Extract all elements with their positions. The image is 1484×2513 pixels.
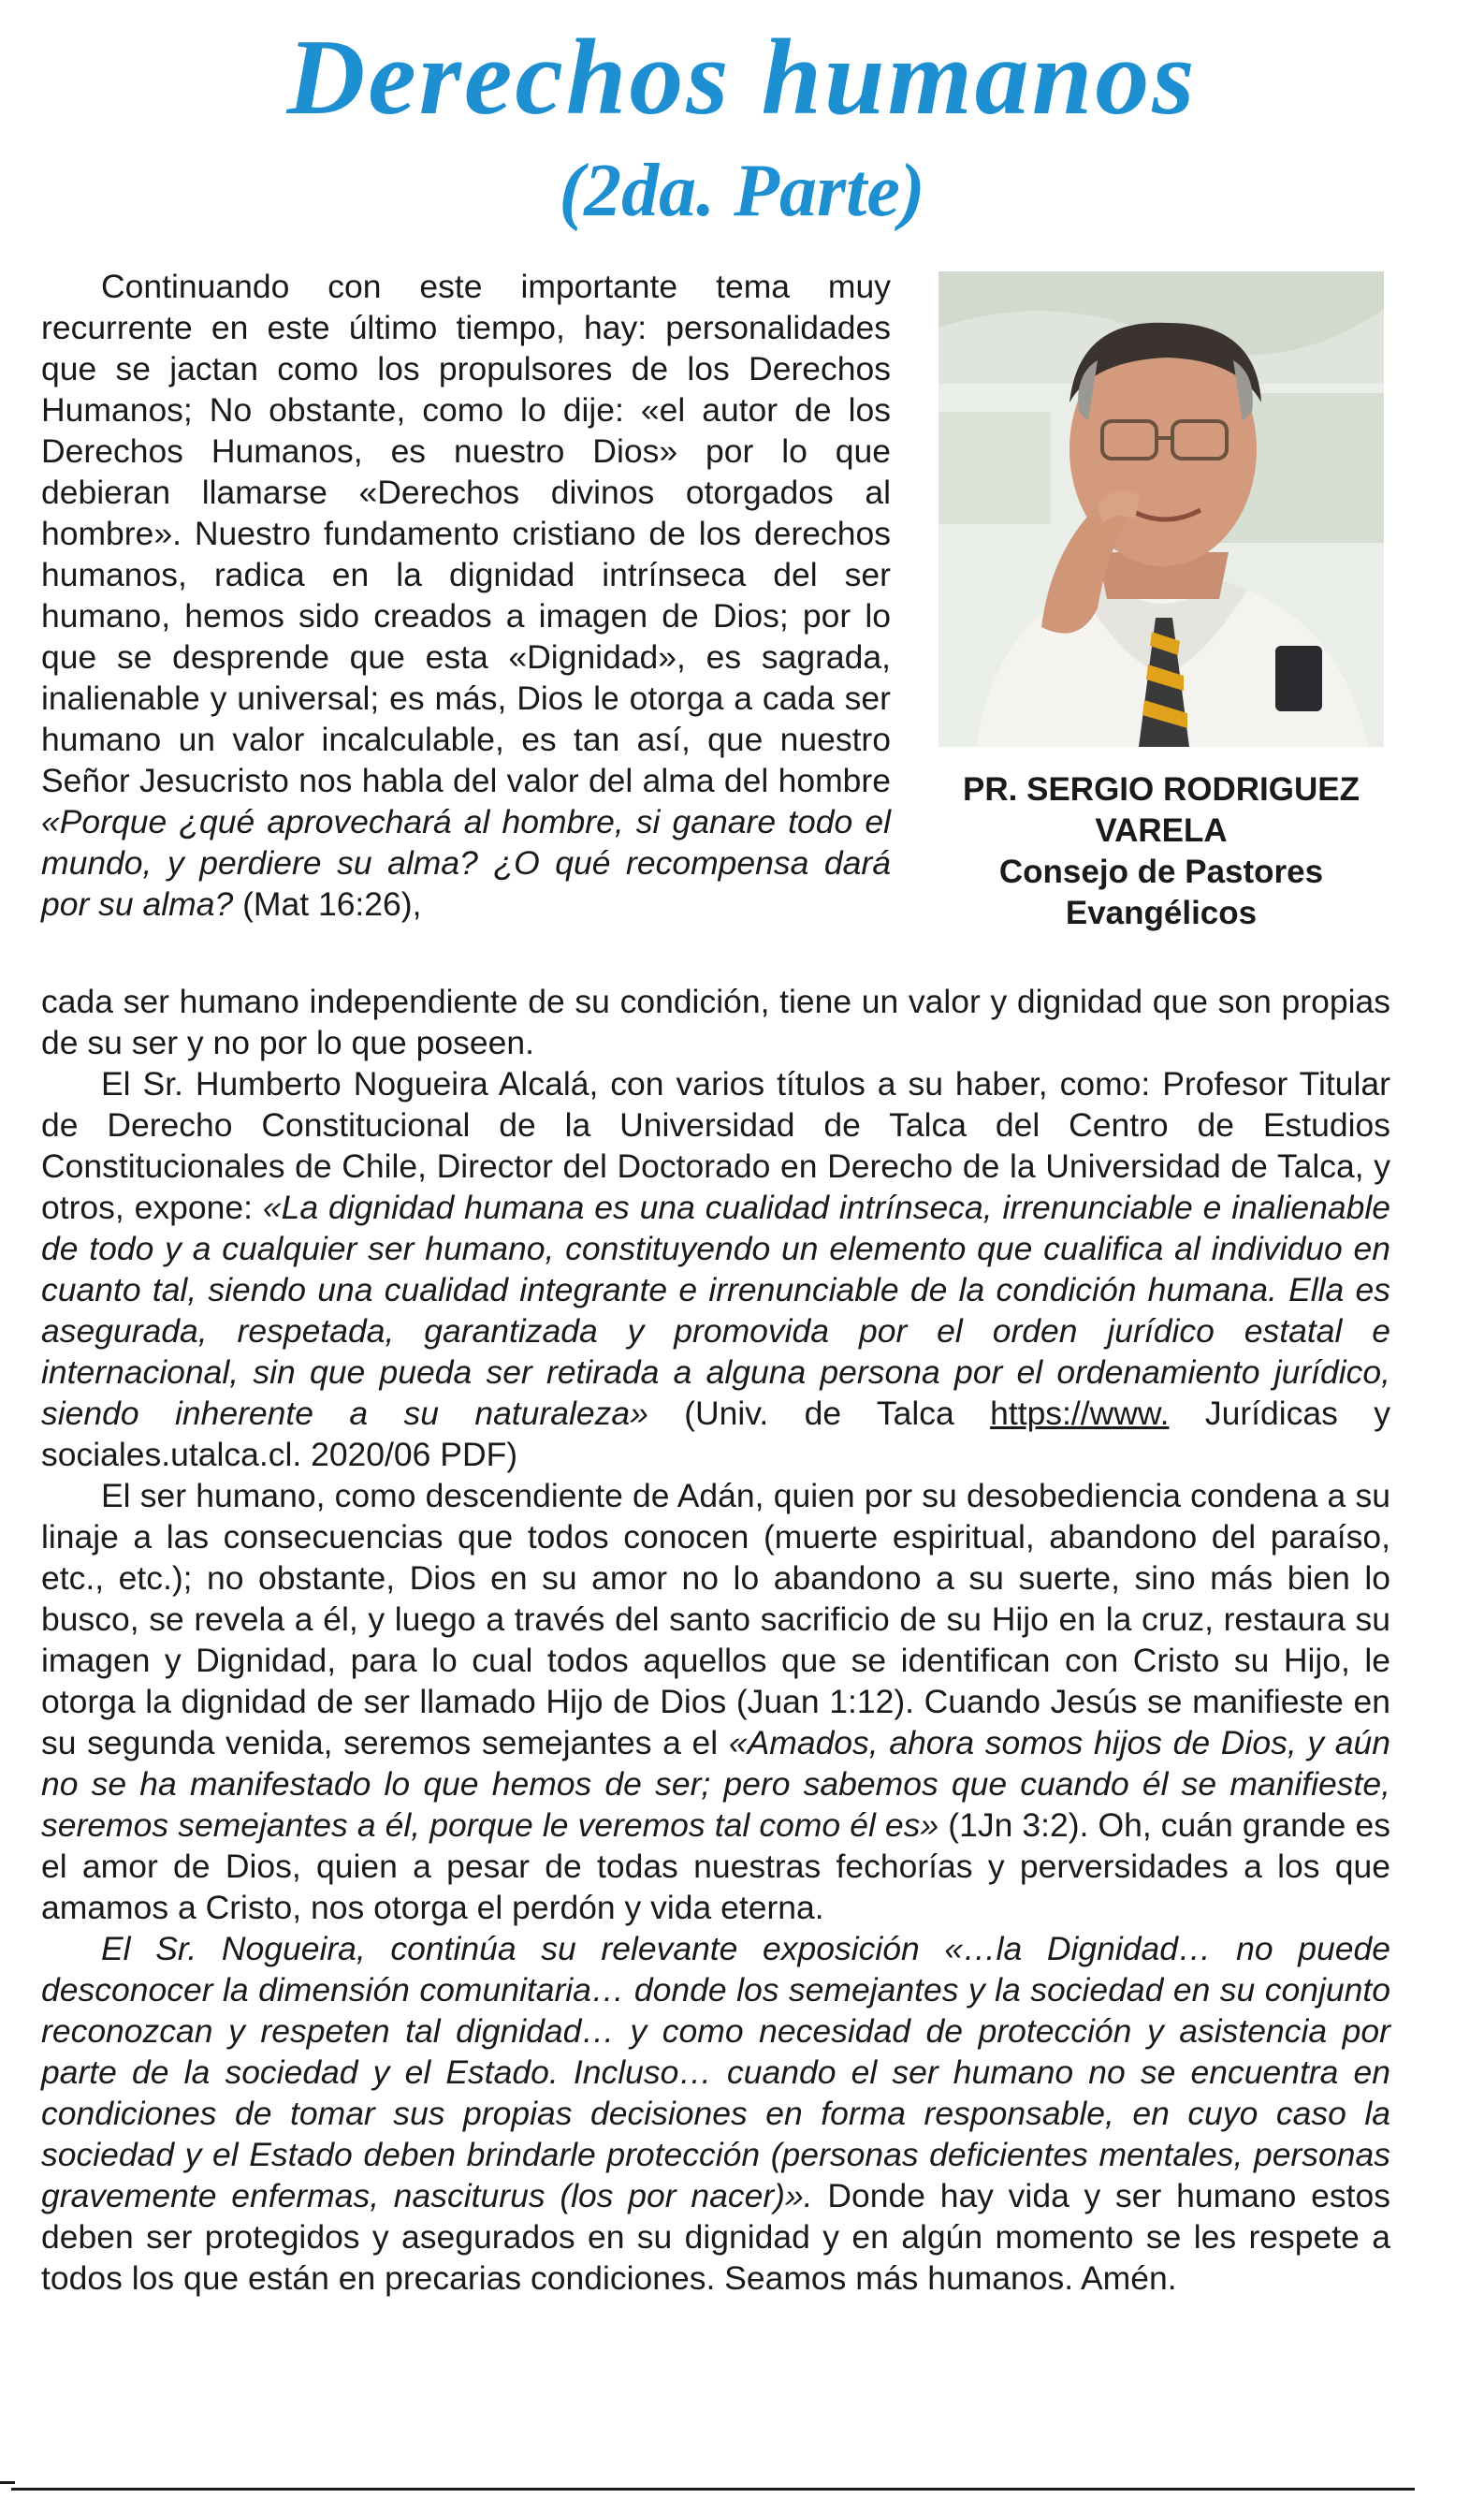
paragraph-4	[41, 1928, 1390, 2299]
article-subtitle: (2da. Parte)	[559, 150, 925, 232]
paragraph-1	[41, 266, 891, 925]
author-org-line-2: Evangélicos	[1065, 895, 1258, 931]
bottom-rule-tick	[0, 2481, 15, 2484]
paragraph-3-text: El ser humano, como descendiente de Adán, quien por su desobediencia condena a su linaje a las consecuencias que todos conocen (muerte espiritual, abandono del paraíso, etc., etc.); no obstante, Dios en su amor no lo abandono a su suerte, sino más bien lo busco, se revela a él, y luego a través del santo sacrificio de su Hijo en la cruz, restaura su imagen y Dignidad, para lo cual todos aquellos que se identifican con Cristo su Hijo, le otorga la dignidad de ser llamado Hijo de Dios (Juan 1:12). Cuando Jesús se manifieste en su segunda venida, seremos semejantes a el	[41, 1477, 1390, 1761]
intro-column	[41, 266, 891, 925]
author-org-line-1: Consejo de Pastores	[998, 854, 1324, 890]
paragraph-4-text-end: Donde hay vida y ser humano estos deben ser protegidos y asegurados en su dignidad y en algún momento se les respete a todos los que están en precarias condiciones. Seamos más humanos. Amén.	[41, 2177, 1390, 2297]
author-caption	[912, 769, 1410, 934]
source-link[interactable]: https://www.	[990, 1395, 1170, 1432]
paragraph-1-bible-quote: «Porque ¿qué aprovechará al hombre, si ganare todo el mundo, y perdiere su alma? ¿O qué recompensa dará por su alma?	[41, 803, 891, 923]
paragraph-1-text: Continuando con este importante tema muy recurrente en este último tiempo, hay: personalidades que se jactan como los propulsores de los Derechos Humanos; No obstante, como lo dije: «el autor de los Derechos Humanos, es nuestro Dios» por lo que debieran llamarse «Derechos divinos otorgados al hombre». Nuestro fundamento cristiano de los derechos humanos, radica en la dignidad intrínseca del ser humano, hemos sido creados a imagen de Dios; por lo que se desprende que esta «Dignidad», es sagrada, inalienable y universal; es más, Dios le otorga a cada ser humano un valor incalculable, es tan así, que nuestro Señor Jesucristo nos habla del valor del alma del hombre	[41, 268, 891, 799]
paragraph-3-text-end: (1Jn 3:2). Oh, cuán grande es el amor de Dios, quien a pesar de todas nuestras fechorías y perversidades a los que amamos a Cristo, nos otorga el perdón y vida eterna.	[41, 1806, 1390, 1926]
article-title: Derechos humanos	[286, 18, 1198, 138]
article-body	[41, 981, 1390, 2299]
paragraph-4-quote: El Sr. Nogueira, continúa su relevante exposición «…la Dignidad… no puede desconocer la dimensión comunitaria… donde los semejantes y la sociedad en su conjunto reconozcan y respeten tal dignidad… y como necesidad de protección y asistencia por parte de la sociedad y el Estado. Incluso… cuando el ser humano no se encuentra en condiciones de tomar sus propias decisiones en forma responsable, en cuyo caso la sociedad y el Estado deben brindarle protección (personas deficientes mentales, personas gravemente enfermas, nasciturus (los por nacer)».	[41, 1930, 1390, 2214]
bottom-rule	[11, 2488, 1415, 2491]
author-name-line-1: PR. SERGIO RODRIGUEZ	[963, 771, 1360, 808]
paragraph-2	[41, 1063, 1390, 1475]
paragraph-2-source: (Univ. de Talca	[647, 1395, 991, 1432]
paragraph-3-quote: «Amados, ahora somos hijos de Dios, y aún no se ha manifestado lo que hemos de ser; pero sabemos que cuando él se manifieste, seremos semejantes a él, porque le veremos tal como él es»	[41, 1724, 1390, 1844]
paragraph-1-reference: (Mat 16:26),	[233, 885, 422, 923]
paragraph-1-continuation: cada ser humano independiente de su condición, tiene un valor y dignidad que son propias de su ser y no por lo que poseen.	[41, 983, 1390, 1061]
paragraph-3	[41, 1475, 1390, 1928]
paragraph-2-source-end: Jurídicas y sociales.utalca.cl. 2020/06 PDF)	[41, 1395, 1390, 1473]
author-photo	[938, 271, 1384, 747]
paragraph-2-quote: «La dignidad humana es una cualidad intrínseca, irrenunciable e inalienable de todo y a cualquier ser humano, constituyendo un elemento que cualifica al individuo en cuanto tal, siendo una cualidad integrante e irrenunciable de la condición humana. Ella es asegurada, respetada, garantizada y promovida por el orden jurídico estatal e internacional, sin que pueda ser retirada a alguna persona por el ordenamiento jurídico, siendo inherente a su naturaleza»	[41, 1189, 1391, 1432]
paragraph-2-text: El Sr. Humberto Nogueira Alcalá, con varios títulos a su haber, como: Profesor Titular de Derecho Constitucional de la Universidad de Talca del Centro de Estudios Constitucionales de Chile, Director del Doctorado en Derecho de la Universidad de Talca, y otros, expone:	[41, 1065, 1390, 1226]
author-name-line-2: VARELA	[1095, 812, 1228, 849]
